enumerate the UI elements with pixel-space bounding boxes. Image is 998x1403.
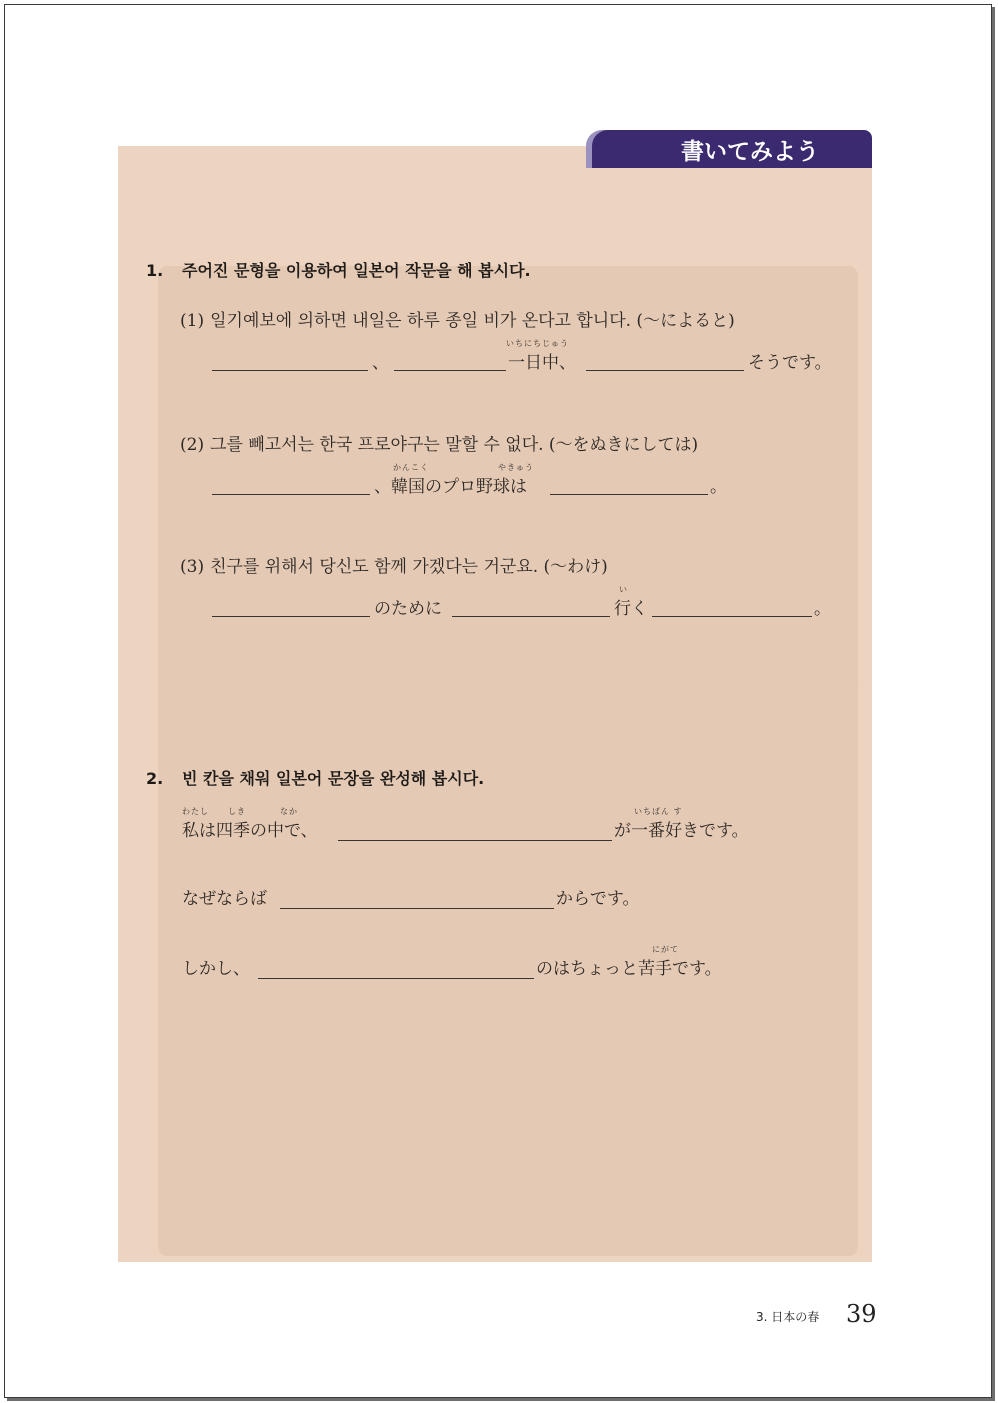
prompt-3-text: 친구를 위해서 당신도 함께 가겠다는 거군요. (〜わけ) xyxy=(210,557,608,577)
s2-line1-ruby-4: いちばん す xyxy=(634,807,683,816)
prompt-1-text: 일기예보에 의하면 내일은 하루 종일 비가 온다고 합니다. (〜によると) xyxy=(210,311,735,331)
item1-part2: 一日中、 xyxy=(508,353,576,373)
section1-title: 주어진 문형을 이용하여 일본어 작문을 해 봅시다. xyxy=(182,261,531,280)
s2-line3-ruby: にがて xyxy=(652,945,679,954)
answer-blank-3c[interactable] xyxy=(652,616,812,617)
prompt-1-number: (1) xyxy=(180,311,205,331)
background-photo-faded-2 xyxy=(158,676,858,1256)
s2-line3-before: しかし、 xyxy=(182,959,250,979)
answer-blank-1c[interactable] xyxy=(586,370,744,371)
item2-part1: 、韓国のプロ野球は xyxy=(374,477,527,497)
prompt-2-number: (2) xyxy=(180,435,205,455)
item3-ruby: い xyxy=(619,585,628,594)
prompt-2-text: 그를 빼고서는 한국 프로야구는 말할 수 없다. (〜をぬきにしては) xyxy=(210,435,699,455)
s2-line2-before: なぜならば xyxy=(182,889,267,909)
s2-line3-after: のはちょっと苦手です。 xyxy=(536,959,722,979)
item2-ruby-1: かんこく xyxy=(393,463,429,472)
prompt-3-number: (3) xyxy=(180,557,205,577)
item3-part1: のために xyxy=(374,599,442,619)
answer-blank-2a[interactable] xyxy=(212,494,370,495)
item3-part2: 行く xyxy=(614,599,648,619)
s2-line1-ruby-3: なか xyxy=(280,807,298,816)
prompt-2 xyxy=(180,430,698,455)
section1-heading xyxy=(146,258,531,281)
item1-ruby: いちにちじゅう xyxy=(506,339,569,348)
section2-title: 빈 칸을 채워 일본어 문장을 완성해 봅시다. xyxy=(182,769,485,788)
item1-part1: 、 xyxy=(372,353,389,373)
tab-title: 書いてみよう xyxy=(681,139,819,165)
answer-blank-s2-2[interactable] xyxy=(280,908,554,909)
s2-line1-before: 私は四季の中で、 xyxy=(182,821,318,841)
item3-part3: 。 xyxy=(814,599,831,619)
chapter-label: 3. 日本の春 xyxy=(756,1310,820,1324)
s2-line1-after: が一番好きです。 xyxy=(614,821,749,841)
prompt-3 xyxy=(180,552,608,577)
section2-heading xyxy=(146,766,484,789)
answer-blank-s2-1[interactable] xyxy=(338,840,612,841)
answer-blank-3a[interactable] xyxy=(212,616,370,617)
section1-number: 1. xyxy=(146,261,164,280)
answer-blank-s2-3[interactable] xyxy=(258,978,534,979)
answer-blank-2b[interactable] xyxy=(550,494,708,495)
item1-part3: そうです。 xyxy=(748,353,832,373)
item2-ruby-2: やきゅう xyxy=(498,463,534,472)
answer-blank-1b[interactable] xyxy=(394,370,506,371)
s2-line1-ruby-1: わたし xyxy=(182,807,209,816)
page-number: 39 xyxy=(846,1300,877,1328)
s2-line2-after: からです。 xyxy=(556,889,640,909)
section2-number: 2. xyxy=(146,769,164,788)
item2-part2: 。 xyxy=(710,477,727,497)
answer-blank-3b[interactable] xyxy=(452,616,610,617)
s2-line1-ruby-2: しき xyxy=(228,807,246,816)
prompt-1 xyxy=(180,306,735,331)
answer-blank-1a[interactable] xyxy=(212,370,368,371)
